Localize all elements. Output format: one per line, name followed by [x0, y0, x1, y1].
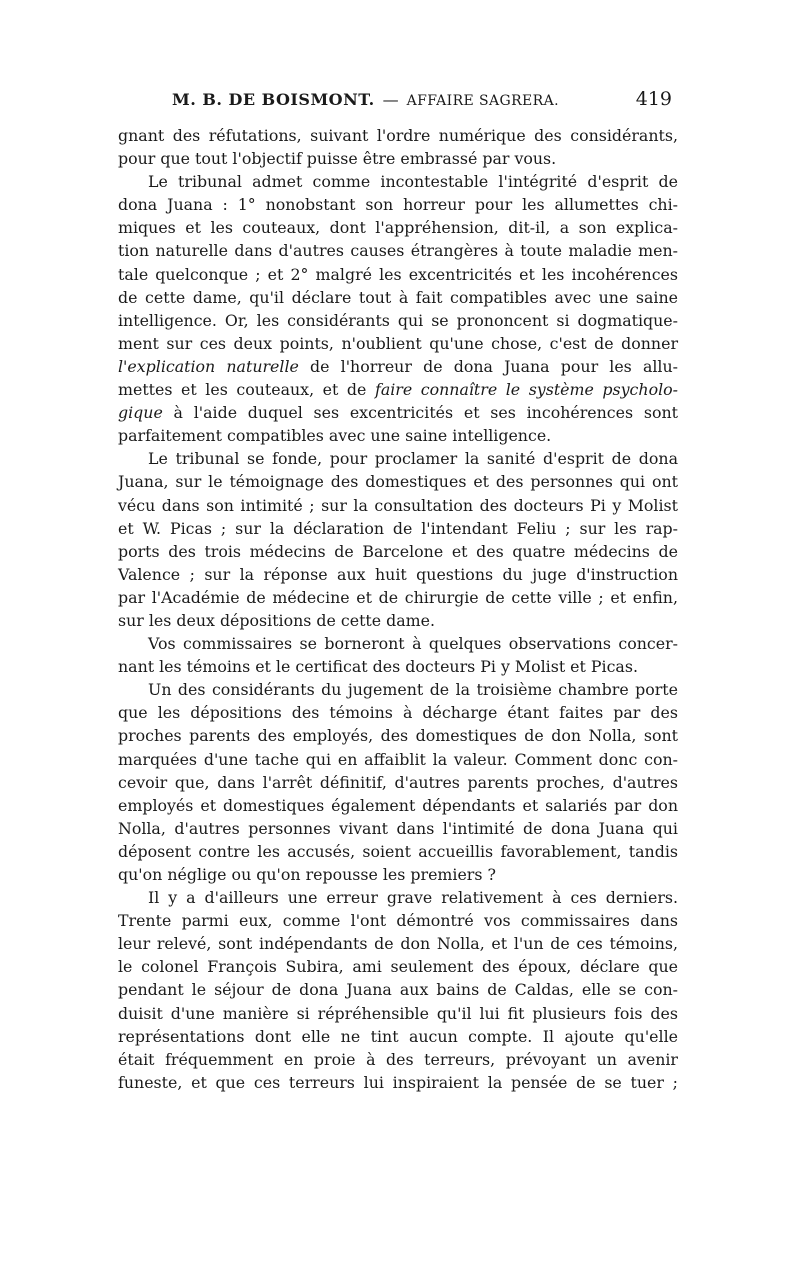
text-line: Le tribunal se fonde, pour proclamer la sanité d'esprit de dona	[148, 449, 678, 469]
text-line: funeste, et que ces terreurs lui inspiraient la pensée de se tuer ;	[118, 1072, 678, 1092]
text-line: pendant le séjour de dona Juana aux bains de Caldas, elle se con-	[118, 980, 678, 1000]
text-line: leur relevé, sont indépendants de don Nolla, et l'un de ces témoins,	[118, 934, 678, 954]
text-line: nant les témoins et le certificat des docteurs Pi y Molist et Picas.	[118, 657, 638, 677]
text-line: tale quelconque ; et 2° malgré les excentricités et les incohérences	[118, 264, 678, 284]
text-line: Vos commissaires se borneront à quelques observations concer-	[148, 634, 678, 654]
body-text	[118, 124, 678, 1094]
text-line: Nolla, d'autres personnes vivant dans l'intimité de dona Juana qui	[118, 818, 678, 838]
running-head-case-title: AFFAIRE SAGRERA.	[406, 93, 559, 109]
text-line: Un des considérants du jugement de la troisième chambre porte	[148, 680, 678, 700]
text-line: intelligence. Or, les considérants qui se prononcent si dogmatique-	[118, 310, 678, 330]
text-line: parfaitement compatibles avec une saine intelligence.	[118, 426, 552, 446]
text-line: cevoir que, dans l'arrêt définitif, d'autres parents proches, d'autres	[118, 772, 678, 792]
text-line: Juana, sur le témoignage des domestiques et des personnes qui ont	[118, 472, 678, 492]
text-line: représentations dont elle ne tint aucun compte. Il ajoute qu'elle	[118, 1026, 678, 1046]
text-line: Valence ; sur la réponse aux huit questions du juge d'instruction	[118, 564, 678, 584]
text-line: dona Juana : 1° nonobstant son horreur pour les allumettes chi-	[118, 195, 678, 215]
text-line: ports des trois médecins de Barcelone et des quatre médecins de	[118, 541, 678, 561]
text-line: de cette dame, qu'il déclare tout à fait compatibles avec une saine	[118, 287, 678, 307]
text-line: le colonel François Subira, ami seulement des époux, déclare que	[118, 957, 678, 977]
text-line: tion naturelle dans d'autres causes étrangères à toute maladie men-	[118, 241, 678, 261]
text-line: qu'on néglige ou qu'on repousse les premiers ?	[118, 865, 496, 884]
text-line	[118, 378, 678, 401]
text-line: proches parents des employés, des domestiques de don Nolla, sont	[118, 726, 678, 746]
text-line: employés et domestiques également dépendants et salariés par don	[118, 795, 678, 815]
text-line: vécu dans son intimité ; sur la consultation des docteurs Pi y Molist	[118, 495, 678, 515]
text-line: que les dépositions des témoins à décharge étant faites par des	[118, 703, 678, 723]
text-line: miques et les couteaux, dont l'appréhension, dit-il, a son explica-	[118, 218, 678, 238]
text-line: Il y a d'ailleurs une erreur grave relativement à ces derniers.	[148, 888, 678, 908]
text-line-end: de l'horreur de dona Juana pour les allu-	[298, 356, 678, 376]
text-line: Le tribunal admet comme incontestable l'intégrité d'esprit de	[148, 172, 678, 192]
text-line: duisit d'une manière si répréhensible qu'il lui fit plusieurs fois des	[118, 1003, 678, 1023]
running-head	[118, 88, 678, 118]
running-head-author: M. B. DE BOISMONT.	[172, 90, 375, 109]
text-line	[118, 401, 678, 424]
text-line: sur les deux dépositions de cette dame.	[118, 610, 436, 630]
text-line-end: à l'aide duquel ses excentricités et ses incohérences sont	[162, 403, 678, 423]
text-line: par l'Académie de médecine et de chirurgie de cette ville ; et enfin,	[118, 587, 678, 607]
italic-phrase: l'explication naturelle	[118, 356, 299, 376]
text-line	[118, 355, 678, 378]
text-line: Trente parmi eux, comme l'ont démontré vos commissaires dans	[118, 911, 678, 931]
text-line: gnant des réfutations, suivant l'ordre numérique des considérants,	[118, 126, 678, 145]
running-head-dash: —	[382, 90, 399, 109]
page-number: 419	[635, 88, 672, 110]
text-line: ment sur ces deux points, n'oublient qu'une chose, c'est de donner	[118, 333, 678, 353]
text-line: pour que tout l'objectif puisse être embrassé par vous.	[118, 149, 557, 169]
italic-phrase: gique	[118, 403, 163, 423]
text-line: déposent contre les accusés, soient accueillis favorablement, tandis	[118, 841, 678, 861]
text-line: et W. Picas ; sur la déclaration de l'intendant Feliu ; sur les rap-	[118, 518, 678, 538]
italic-phrase: faire connaître le système psycholo-	[374, 380, 678, 400]
text-line: marquées d'une tache qui en affaiblit la valeur. Comment donc con-	[118, 749, 678, 769]
text-line-start: mettes et les couteaux, et de	[118, 380, 375, 400]
text-line: était fréquemment en proie à des terreurs, prévoyant un avenir	[118, 1049, 678, 1069]
